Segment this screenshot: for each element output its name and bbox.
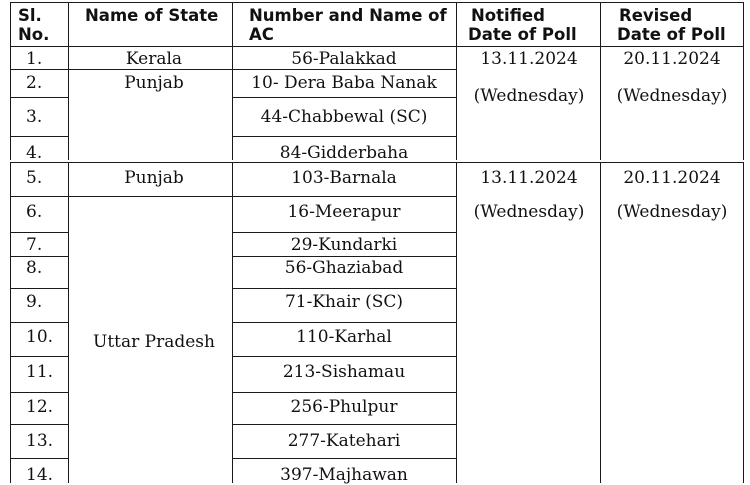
- table-border: [10, 97, 68, 98]
- table-border: [10, 232, 68, 233]
- sl-number: 2.: [26, 73, 43, 93]
- sl-number: 1.: [26, 49, 43, 69]
- ac-name: 277-Katehari: [287, 431, 401, 451]
- table-border: [232, 356, 456, 357]
- table-border: [232, 392, 456, 393]
- sl-number: 8.: [26, 258, 43, 278]
- table-border: [232, 232, 456, 233]
- ac-name: 44-Chabbewal (SC): [260, 107, 428, 127]
- sl-number: 3.: [26, 107, 43, 127]
- ac-name: 10- Dera Baba Nanak: [251, 73, 437, 93]
- sl-number: 14.: [26, 465, 54, 485]
- sl-number: 12.: [26, 397, 54, 417]
- header-sl-line2: No.: [18, 25, 50, 44]
- table-border: [68, 162, 69, 483]
- ac-name: 103-Barnala: [291, 168, 397, 188]
- table-border: [10, 136, 68, 137]
- ac-name: 110-Karhal: [296, 327, 392, 347]
- sl-number: 9.: [26, 292, 43, 312]
- header-revised-line1: Revised: [619, 6, 693, 25]
- ac-name: 256-Phulpur: [290, 397, 398, 417]
- header-ac-line1: Number and Name of: [249, 6, 447, 25]
- table-border: [232, 288, 456, 289]
- table-border: [232, 97, 456, 98]
- table-border: [10, 162, 11, 483]
- table-border: [600, 2, 601, 160]
- header-state: Name of State: [85, 6, 219, 25]
- revised-date: 20.11.2024: [623, 168, 721, 188]
- notified-day: (Wednesday): [473, 86, 585, 106]
- table-border: [10, 196, 456, 197]
- table-border: [10, 46, 743, 47]
- revised-date: 20.11.2024: [623, 49, 721, 69]
- sl-number: 13.: [26, 431, 54, 451]
- sl-number: 7.: [26, 235, 43, 255]
- table-border: [232, 424, 456, 425]
- table-border: [232, 256, 456, 257]
- table-border: [68, 2, 69, 160]
- table-border: [10, 322, 68, 323]
- table-border: [10, 2, 743, 3]
- header-sl-line1: Sl.: [18, 6, 42, 25]
- state-name: Punjab: [124, 168, 184, 188]
- table-border: [10, 424, 68, 425]
- table-border: [10, 288, 68, 289]
- revised-day: (Wednesday): [616, 202, 728, 222]
- table-border: [232, 458, 456, 459]
- table-border: [10, 356, 68, 357]
- table-border: [232, 322, 456, 323]
- header-ac-line2: AC: [249, 25, 274, 44]
- notified-day: (Wednesday): [473, 202, 585, 222]
- sl-number: 6.: [26, 202, 43, 222]
- ac-name: 71-Khair (SC): [284, 292, 404, 312]
- notified-date: 13.11.2024: [480, 49, 578, 69]
- ac-name: 213-Sishamau: [282, 362, 406, 382]
- ac-name: 16-Meerapur: [287, 202, 401, 222]
- state-name: Punjab: [124, 73, 184, 93]
- table-border: [10, 392, 68, 393]
- ac-name: 84-Gidderbaha: [279, 143, 409, 163]
- ac-name: 29-Kundarki: [290, 235, 398, 255]
- notified-date: 13.11.2024: [480, 168, 578, 188]
- header-revised-line2: Date of Poll: [617, 25, 726, 44]
- sl-number: 11.: [26, 362, 54, 382]
- ac-name: 397-Majhawan: [280, 465, 408, 485]
- header-notified-line2: Date of Poll: [468, 25, 577, 44]
- table-border: [10, 256, 68, 257]
- table-border: [10, 2, 11, 160]
- ac-name: 56-Ghaziabad: [284, 258, 404, 278]
- table-border: [456, 162, 457, 483]
- state-name: Kerala: [125, 49, 183, 69]
- header-notified-line1: Notified: [471, 6, 545, 25]
- sl-number: 5.: [26, 168, 43, 188]
- sl-number: 4.: [26, 143, 43, 163]
- table-border: [600, 162, 601, 483]
- table-border: [10, 458, 68, 459]
- table-border: [232, 162, 233, 483]
- table-border: [232, 2, 233, 160]
- ac-name: 56-Palakkad: [291, 49, 397, 69]
- table-border: [456, 2, 457, 160]
- table-border: [743, 162, 744, 483]
- revised-day: (Wednesday): [616, 86, 728, 106]
- sl-number: 10.: [26, 327, 54, 347]
- table-border: [232, 136, 456, 137]
- state-name: Uttar Pradesh: [93, 332, 215, 352]
- table-border: [10, 69, 456, 70]
- table-border: [743, 2, 744, 160]
